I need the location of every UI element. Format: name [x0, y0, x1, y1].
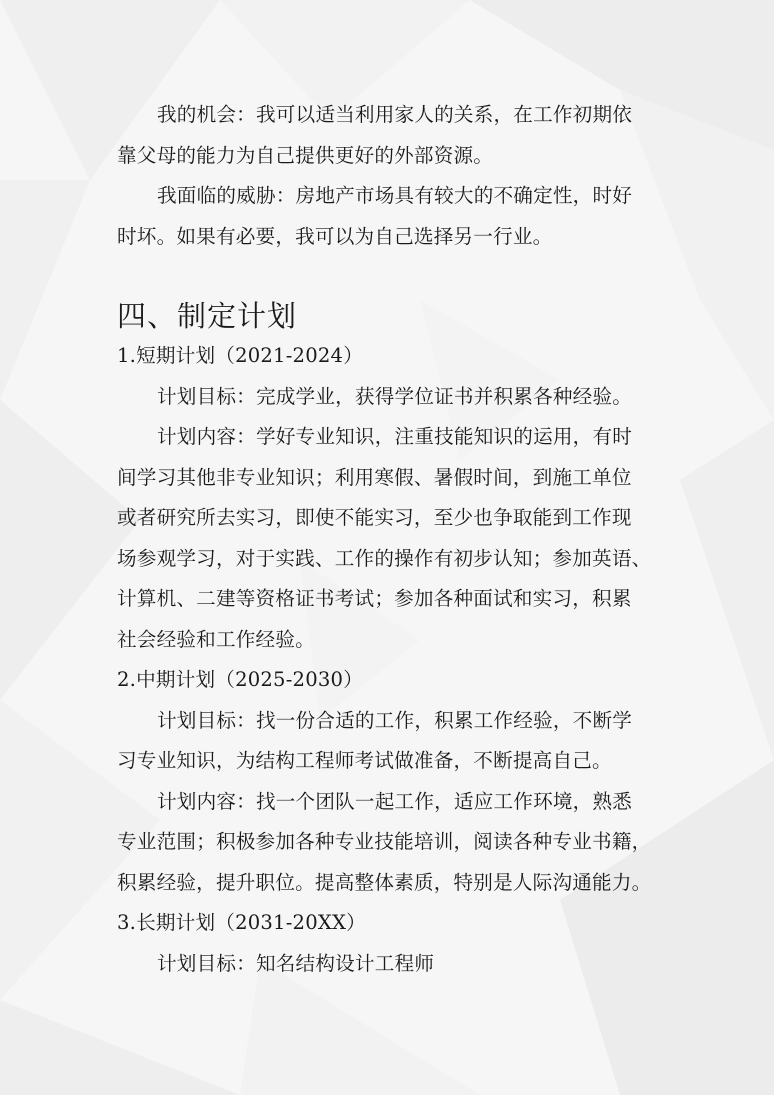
paragraph-line: 专业范围；积极参加各种专业技能培训，阅读各种专业书籍， [117, 830, 652, 853]
subsection-title: 3.长期计划（2031-20XX） [117, 911, 366, 934]
paragraph-line: 场参观学习，对于实践、工作的操作有初步认知；参加英语、 [117, 547, 652, 570]
subsection-title: 1.短期计划（2021-2024） [117, 344, 364, 367]
section-heading: 四、制定计划 [117, 299, 298, 333]
paragraph-line: 习专业知识，为结构工程师考试做准备，不断提高自己。 [117, 749, 612, 772]
subsection-title: 2.中期计划（2025-2030） [117, 668, 364, 691]
paragraph-line: 或者研究所去实习，即使不能实习，至少也争取能到工作现 [117, 506, 632, 529]
paragraph-line: 靠父母的能力为自己提供更好的外部资源。 [117, 144, 494, 167]
paragraph-line: 计划目标：找一份合适的工作，积累工作经验，不断学 [157, 709, 633, 732]
paragraph-line: 计划内容：找一个团队一起工作，适应工作环境，熟悉 [157, 790, 633, 813]
paragraph-line: 计算机、二建等资格证书考试；参加各种面试和实习，积累 [117, 587, 632, 610]
paragraph-line: 计划内容：学好专业知识，注重技能知识的运用，有时 [157, 425, 633, 448]
paragraph-line: 间学习其他非专业知识；利用寒假、暑假时间，到施工单位 [117, 466, 632, 489]
paragraph-line: 我的机会：我可以适当利用家人的关系，在工作初期依 [157, 103, 633, 126]
paragraph-line: 积累经验，提升职位。提高整体素质，特别是人际沟通能力。 [117, 871, 652, 894]
paragraph-line: 计划目标：知名结构设计工程师 [157, 952, 435, 975]
paragraph-line: 计划目标：完成学业，获得学位证书并积累各种经验。 [157, 385, 633, 408]
paragraph-line: 我面临的威胁：房地产市场具有较大的不确定性，时好 [157, 184, 633, 207]
paragraph-line: 社会经验和工作经验。 [117, 628, 315, 651]
paragraph-line: 时坏。如果有必要，我可以为自己选择另一行业。 [117, 225, 553, 248]
